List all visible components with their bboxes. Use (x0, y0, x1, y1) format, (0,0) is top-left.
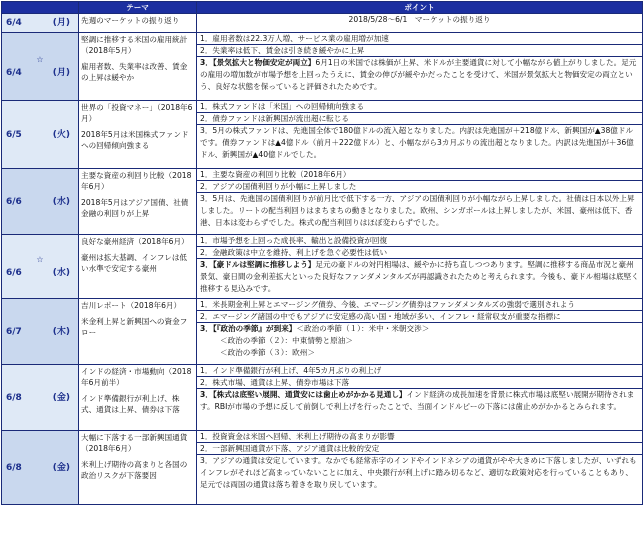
point-text: ＜政治の季節（１）：米中・米朝交渉＞ (296, 324, 430, 333)
header-point: ポイント (197, 2, 643, 14)
point-heading: 3．【豪ドルは堅調に推移しよう】 (200, 260, 316, 269)
theme-summary: 豪州は拡大基調、インフレは低い水準で安定する豪州 (81, 253, 188, 273)
table-row (2, 431, 643, 505)
point-cell (197, 169, 643, 235)
theme-cell[interactable] (79, 431, 197, 505)
date-label: 6/7 (6, 326, 22, 337)
weekday-label: (月) (52, 67, 70, 78)
point-cell (197, 33, 643, 101)
theme-title: 世界の「投資マネー」（2018年6月） (81, 103, 193, 123)
point-text: 足元の豪ドルの対円相場は、緩やかに持ち直しつつあります。堅調に推移する商品市況と豪州景気、豪日間の金利差拡大といった良好なファンダメンタルズが再認識されたためと考えられます。今後も、豪ドル相場は底堅く推移する見込みです。 (200, 260, 639, 293)
point-text: 1．投資資金は米国へ回帰、米利上げ期待の高まりが影響 (200, 432, 395, 441)
point-text: 1．雇用者数は22.3万人増、サービス業の雇用増が加速 (200, 34, 389, 43)
theme-summary: 米利上げ期待の高まりと各国の政治リスクが下落要因 (81, 460, 188, 480)
point-text: 1．株式ファンドは「米国」への回帰傾向強まる (200, 102, 365, 111)
point-item (197, 181, 642, 193)
date-cell (2, 235, 79, 299)
point-item (197, 259, 642, 295)
theme-cell[interactable] (79, 14, 197, 33)
point-heading: 3．【株式は底堅い展開、通貨安には歯止めがかかる見通し】 (200, 390, 407, 399)
point-text: 2．金融政策は中立を維持、利上げを急ぐ必要性は低い (200, 248, 388, 257)
point-item (197, 323, 642, 359)
point-item (197, 169, 642, 181)
market-report-table-wrap (1, 1, 642, 505)
point-item (197, 193, 642, 229)
point-text: 1．インド準備銀行が利上げ、4年5カ月ぶりの利上げ (200, 366, 382, 375)
point-cell (197, 299, 643, 365)
point-item (197, 45, 642, 57)
point-text: 2018/5/28～6/1 マーケットの振り返り (348, 15, 491, 24)
point-item (197, 377, 642, 389)
table-body (2, 14, 643, 505)
point-item (197, 14, 642, 25)
point-text: 2．債券ファンドは新興国が流出超に転じる (200, 114, 349, 123)
theme-cell[interactable] (79, 33, 197, 101)
header-theme: テーマ (79, 2, 197, 14)
point-item (197, 235, 642, 247)
theme-title: 吉川レポート（2018年6月） (81, 301, 182, 310)
date-label: 6/4 (6, 67, 22, 78)
date-label: 6/8 (6, 462, 22, 473)
point-text: 2．エマージング諸国の中でもアジアに安定感の高い国・地域が多い、インフレ・経常収支が重要な指標に (200, 312, 561, 321)
point-text: 2．失業率は低下、賃金は引き続き緩やかに上昇 (200, 46, 365, 55)
theme-summary: 雇用者数、失業率は改善、賃金の上昇は緩やか (81, 62, 188, 82)
point-cell (197, 431, 643, 505)
star-icon: ☆ (36, 54, 44, 64)
theme-summary: 米金利上昇と新興国への資金フロー (81, 317, 188, 337)
theme-cell[interactable] (79, 365, 197, 431)
table-header-row (2, 2, 643, 14)
weekday-label: (月) (52, 18, 70, 28)
table-row (2, 299, 643, 365)
table-row (2, 169, 643, 235)
point-item (197, 311, 642, 323)
point-item (197, 389, 642, 413)
point-cell (197, 101, 643, 169)
theme-summary: 2018年5月は米国株式ファンドへの回帰傾向強まる (81, 130, 189, 150)
point-item (197, 101, 642, 113)
weekday-label: (木) (52, 326, 70, 337)
date-cell (2, 299, 79, 365)
theme-cell[interactable] (79, 101, 197, 169)
point-text: 1．市場予想を上回った成長率、輸出と設備投資が回復 (200, 236, 388, 245)
table-row (2, 101, 643, 169)
market-report-table (1, 1, 643, 505)
table-row (2, 14, 643, 33)
point-cell (197, 235, 643, 299)
point-text: 2．一部新興国通貨が下落、アジア通貨は比較的安定 (200, 444, 380, 453)
theme-summary: 2018年5月はアジア国債、社債金融の利回りが上昇 (81, 198, 189, 218)
point-item (197, 455, 642, 491)
point-item (197, 125, 642, 161)
date-cell (2, 14, 79, 33)
theme-cell[interactable] (79, 169, 197, 235)
point-item (197, 247, 642, 259)
date-label: 6/5 (6, 129, 22, 140)
point-heading: 3．【景気拡大と物価安定が両立】 (200, 58, 316, 67)
point-text: 2．株式市場、通貨は上昇、債券市場は下落 (200, 378, 350, 387)
point-cell (197, 14, 643, 33)
table-row (2, 235, 643, 299)
point-text: 3．アジアの通貨は安定しています。なかでも経常赤字のインドやインドネシアの通貨がやや大きめに下落しましたが、いずれもインフレがそれほど高まっていないことに加え、中央銀行が利上げに踏み切るなど、適切な政策対応を行っていることもあり、足元では両国の通貨は落ち着きを取り戻しています。 (200, 456, 637, 489)
date-label: 6/4 (6, 18, 22, 28)
point-text: 3．5月の株式ファンドは、先進国全体で180億ドルの流入超となりました。内訳は先進国が＋218億ドル、新興国が▲38億ドルです。債券ファンドは▲4億ドル（前月＋222億ドル）と、小幅ながら3カ月ぶりの流出超となりました。内訳は先進国が＋36億ドル、新興国が▲40億ドルでした。 (200, 126, 634, 159)
date-cell (2, 365, 79, 431)
theme-cell[interactable] (79, 299, 197, 365)
date-cell (2, 101, 79, 169)
date-cell (2, 431, 79, 505)
date-cell (2, 169, 79, 235)
date-cell (2, 33, 79, 101)
weekday-label: (水) (52, 196, 70, 207)
table-row (2, 33, 643, 101)
point-text: 3．5月は、先進国の国債利回りが前月比で低下する一方、アジアの国債利回りが小幅ながら上昇しました。社債は日本以外上昇しました。リートの配当利回りはまちまちの動きとなりました。欧州、シンガポールは上昇しましたが、米国、豪州は低下、香港、日本は変わらずでした。株式の配当利回りはほぼ変わらずでした。 (200, 194, 635, 227)
weekday-label: (金) (52, 392, 70, 403)
point-item (197, 113, 642, 125)
point-subitem: ＜政治の季節（２）：中東情勢と原油＞ (220, 336, 353, 345)
date-label: 6/6 (6, 267, 22, 278)
theme-title: インドの経済・市場動向（2018年6月前半） (81, 367, 192, 387)
date-label: 6/6 (6, 196, 22, 207)
point-heading: 3．【『政治の季節』が到来】 (200, 324, 297, 333)
point-item (197, 431, 642, 443)
theme-title: 堅調に推移する米国の雇用統計（2018年5月） (81, 35, 188, 55)
weekday-label: (火) (52, 129, 70, 140)
point-text: 2．アジアの国債利回りが小幅に上昇しました (200, 182, 357, 191)
table-row (2, 365, 643, 431)
point-text: 1．米長期金利上昇とエマージング債券、今後、エマージング債券はファンダメンタルズの強弱で選別されよう (200, 300, 575, 309)
point-item (197, 33, 642, 45)
theme-summary: インド準備銀行が利上げ、株式、通貨は上昇、債券は下落 (81, 394, 180, 414)
point-item (197, 365, 642, 377)
point-text: 6月1日の米国では株価が上昇、米ドルが主要通貨に対して小幅ながら値上がりしました。足元の雇用の増加数が市場予想を上回ったうえに、賃金の伸びが緩やかだったことを受けて、米国が景気拡大と物価安定の両立という、良好な状態を保っていると評価されたためです。 (200, 58, 637, 91)
theme-title: 大幅に下落する一部新興国通貨（2018年6月） (81, 433, 188, 453)
point-cell (197, 365, 643, 431)
theme-title: 先週のマーケットの振り返り (81, 16, 180, 25)
date-label: 6/8 (6, 392, 22, 403)
point-item (197, 57, 642, 93)
weekday-label: (金) (52, 462, 70, 473)
point-text: インド経済の成長加速を背景に株式市場は底堅い展開が期待されます。RBIが市場の予想に反して前倒しで利上げを行ったことで、当面インドルピーの下落には歯止めがかかるとみられます。 (200, 390, 635, 411)
weekday-label: (水) (52, 267, 70, 278)
point-item (197, 299, 642, 311)
header-blank (2, 2, 79, 14)
theme-cell[interactable] (79, 235, 197, 299)
theme-title: 良好な豪州経済（2018年6月） (81, 237, 189, 246)
star-icon: ☆ (36, 254, 44, 264)
point-item (197, 443, 642, 455)
point-text: 1．主要な資産の利回り比較（2018年6月） (200, 170, 351, 179)
theme-title: 主要な資産の利回り比較（2018年6月） (81, 171, 192, 191)
point-subitem: ＜政治の季節（３）：欧州＞ (220, 348, 315, 357)
